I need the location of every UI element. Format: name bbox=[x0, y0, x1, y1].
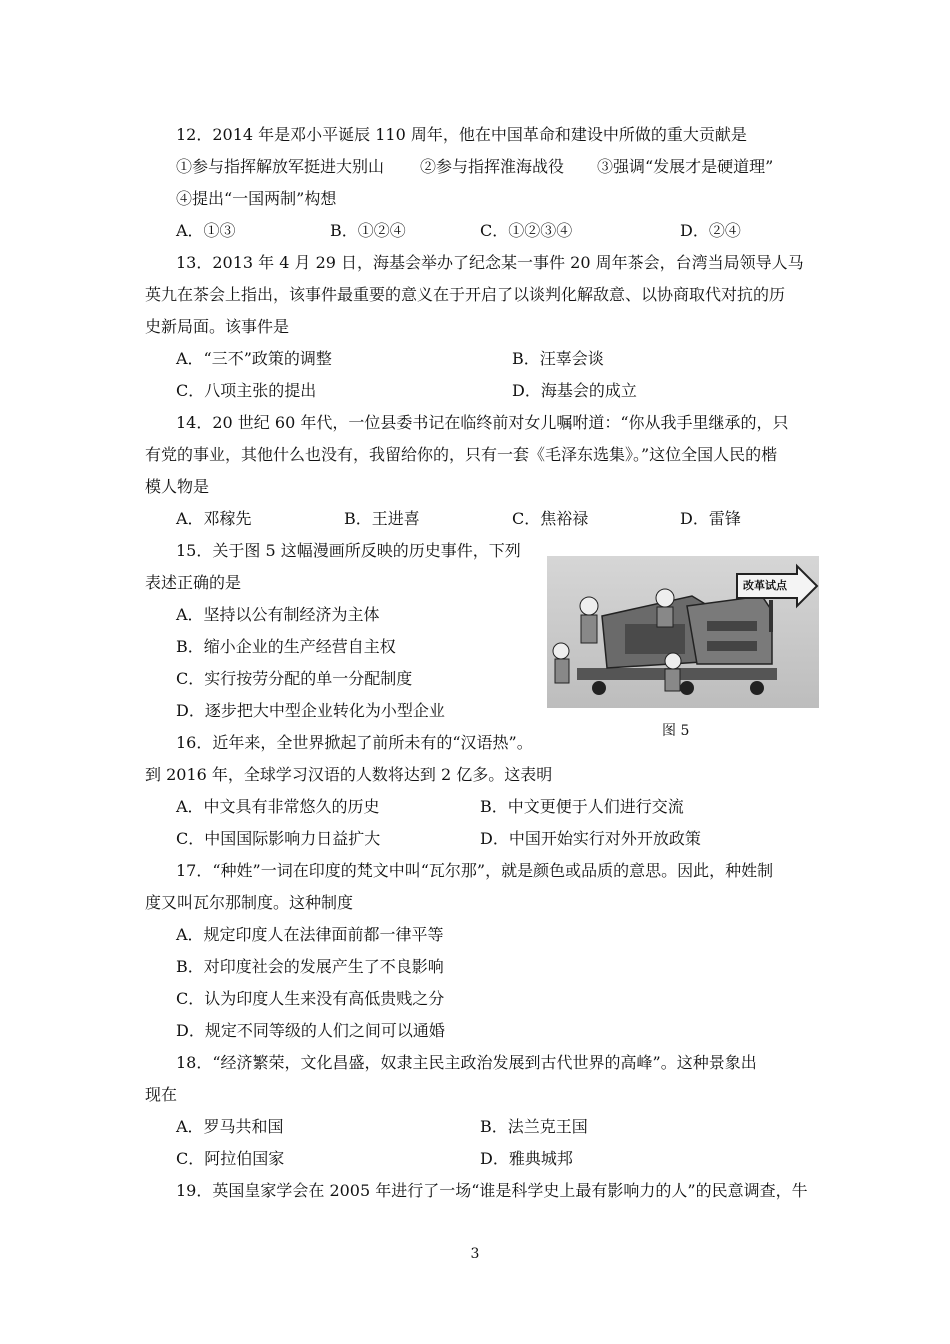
q13-line-3: 史新局面。该事件是 bbox=[145, 317, 290, 336]
q12-item-2: ②参与指挥淮海战役 bbox=[420, 157, 565, 176]
page-number: 3 bbox=[470, 1246, 480, 1262]
q14-line-2: 有党的事业，其他什么也没有，我留给你的，只有一套《毛泽东选集》。”这位全国人民的楷 bbox=[145, 445, 778, 464]
q16-option-b: B．中文更便于人们进行交流 bbox=[480, 797, 684, 816]
q15-option-a: A．坚持以公有制经济为主体 bbox=[176, 605, 380, 624]
q17-option-b: B．对印度社会的发展产生了不良影响 bbox=[176, 957, 444, 976]
figure-5-cartoon bbox=[547, 556, 819, 708]
q12-option-b: B．①②④ bbox=[330, 221, 406, 240]
q17-line-1: 17．“种姓”一词在印度的梵文中叫“瓦尔那”，就是颜色或品质的意思。因此，种姓制 bbox=[176, 861, 774, 880]
q12-option-a: A．①③ bbox=[176, 221, 236, 240]
q17-line-2: 度又叫瓦尔那制度。这种制度 bbox=[145, 893, 354, 912]
q18-option-c: C．阿拉伯国家 bbox=[176, 1149, 285, 1168]
q12-item-1: ①参与指挥解放军挺进大别山 bbox=[176, 157, 385, 176]
q15-option-d: D．逐步把大中型企业转化为小型企业 bbox=[176, 701, 445, 720]
q12-item-4: ④提出“一国两制”构想 bbox=[176, 189, 337, 208]
q18-option-b: B．法兰克王国 bbox=[480, 1117, 588, 1136]
q13-option-a: A．“三不”政策的调整 bbox=[176, 349, 332, 368]
q18-option-d: D．雅典城邦 bbox=[480, 1149, 573, 1168]
signpost-label: 改革试点 bbox=[743, 579, 787, 592]
q12-option-d: D．②④ bbox=[680, 221, 741, 240]
q16-line-1: 16．近年来，全世界掀起了前所未有的“汉语热”。 bbox=[176, 733, 533, 752]
q17-option-c: C．认为印度人生来没有高低贵贱之分 bbox=[176, 989, 445, 1008]
q13-line-2: 英九在茶会上指出，该事件最重要的意义在于开启了以谈判化解敌意、以协商取代对抗的历 bbox=[145, 285, 786, 304]
q16-line-2: 到 2016 年，全球学习汉语的人数将达到 2 亿多。这表明 bbox=[145, 765, 553, 784]
q15-option-c: C．实行按劳分配的单一分配制度 bbox=[176, 669, 413, 688]
q18-line-1: 18．“经济繁荣，文化昌盛，奴隶主民主政治发展到古代世界的高峰”。这种景象出 bbox=[176, 1053, 757, 1072]
q12-option-c: C．①②③④ bbox=[480, 221, 573, 240]
q17-option-a: A．规定印度人在法律面前都一律平等 bbox=[176, 925, 444, 944]
q14-option-a: A．邓稼先 bbox=[176, 509, 252, 528]
q14-option-b: B．王进喜 bbox=[344, 509, 420, 528]
q18-option-a: A．罗马共和国 bbox=[176, 1117, 284, 1136]
q16-option-c: C．中国国际影响力日益扩大 bbox=[176, 829, 381, 848]
q14-line-1: 14．20 世纪 60 年代，一位县委书记在临终前对女儿嘱咐道：“你从我手里继承的，只 bbox=[176, 413, 789, 432]
q15-line-1: 15．关于图 5 这幅漫画所反映的历史事件，下列 bbox=[176, 541, 521, 560]
q12-stem: 12．2014 年是邓小平诞辰 110 周年，他在中国革命和建设中所做的重大贡献是 bbox=[176, 125, 747, 144]
figure-caption: 图 5 bbox=[662, 723, 690, 739]
q18-line-2: 现在 bbox=[145, 1085, 178, 1104]
q14-line-3: 模人物是 bbox=[145, 477, 210, 496]
q14-option-d: D．雷锋 bbox=[680, 509, 741, 528]
q16-option-d: D．中国开始实行对外开放政策 bbox=[480, 829, 701, 848]
q17-option-d: D．规定不同等级的人们之间可以通婚 bbox=[176, 1021, 445, 1040]
q13-option-d: D．海基会的成立 bbox=[512, 381, 637, 400]
q12-item-3: ③强调“发展才是硬道理” bbox=[597, 157, 774, 176]
q15-option-b: B．缩小企业的生产经营自主权 bbox=[176, 637, 396, 656]
q13-option-b: B．汪辜会谈 bbox=[512, 349, 604, 368]
q13-line-1: 13．2013 年 4 月 29 日，海基会举办了纪念某一事件 20 周年茶会，台湾当局领导人马 bbox=[176, 253, 804, 272]
q16-option-a: A．中文具有非常悠久的历史 bbox=[176, 797, 380, 816]
q19-line-1: 19．英国皇家学会在 2005 年进行了一场“谁是科学史上最有影响力的人”的民意调查，牛 bbox=[176, 1181, 808, 1200]
q13-option-c: C．八项主张的提出 bbox=[176, 381, 317, 400]
q15-line-2: 表述正确的是 bbox=[145, 573, 242, 592]
q14-option-c: C．焦裕禄 bbox=[512, 509, 589, 528]
